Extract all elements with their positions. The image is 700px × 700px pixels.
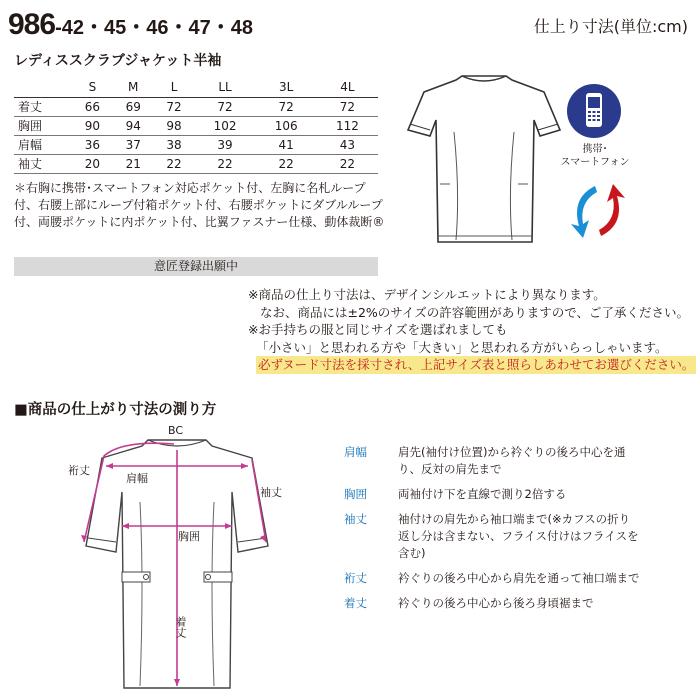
definition-term: 肩幅 — [344, 445, 367, 459]
table-cell: 22 — [256, 154, 317, 173]
row-label: 着丈 — [14, 97, 72, 116]
measurement-diagram — [62, 422, 292, 692]
table-cell: 94 — [113, 116, 154, 135]
table-cell: 39 — [194, 135, 255, 154]
col-header: 4L — [317, 78, 378, 97]
col-header: 3L — [256, 78, 317, 97]
label-kyoui: 胸囲 — [178, 530, 200, 543]
col-header: M — [113, 78, 154, 97]
definition-row — [340, 595, 640, 612]
model-main: 986 — [8, 8, 56, 41]
disclaimer-line: なお、商品には±2%のサイズの許容範囲がありますので、ご了承ください。 — [260, 304, 690, 320]
size-table — [14, 78, 378, 174]
table-cell: 106 — [256, 116, 317, 135]
definition-term: 着丈 — [344, 596, 367, 610]
table-cell: 22 — [154, 154, 195, 173]
table-cell: 90 — [72, 116, 113, 135]
col-header — [14, 78, 72, 97]
label-bc: BC — [168, 424, 184, 437]
table-row — [14, 116, 378, 135]
table-row — [14, 97, 378, 116]
product-name: レディススクラブジャケット半袖 — [14, 53, 222, 69]
table-cell: 72 — [194, 97, 255, 116]
disclaimer-line: 「小さい」と思われる方や「大きい」と思われる方がいらっしゃいます。 — [256, 339, 668, 355]
mobile-phone-icon — [567, 84, 621, 138]
table-cell: 38 — [154, 135, 195, 154]
measurement-definitions — [340, 444, 640, 620]
col-header: S — [72, 78, 113, 97]
section-title: ■商品の仕上がり寸法の測り方 — [14, 402, 217, 418]
table-cell: 66 — [72, 97, 113, 116]
stretch-arrows-icon — [565, 178, 631, 244]
col-header: L — [154, 78, 195, 97]
model-variants: -42・45・46・47・48 — [55, 17, 253, 39]
model-number — [8, 8, 253, 42]
table-cell: 22 — [317, 154, 378, 173]
table-cell: 41 — [256, 135, 317, 154]
table-row — [14, 135, 378, 154]
label-yuki: 裄丈 — [68, 464, 90, 477]
label-sodetake: 袖丈 — [260, 486, 282, 499]
table-cell: 37 — [113, 135, 154, 154]
definition-row — [340, 444, 640, 478]
disclaimer-line: ※お手持ちの服と同じサイズを選ばれましても — [248, 322, 508, 337]
definition-text: 両袖付け下を直線で測り2倍する — [398, 487, 567, 501]
row-label: 胸囲 — [14, 116, 72, 135]
disclaimer-line — [248, 356, 698, 374]
disclaimer-line: ※商品の仕上り寸法は、デザインシルエットにより異なります。 — [248, 287, 606, 302]
table-cell: 21 — [113, 154, 154, 173]
definition-term: 胸囲 — [344, 487, 367, 501]
definition-row — [340, 570, 640, 587]
jacket-back-illustration — [404, 72, 564, 246]
table-cell: 69 — [113, 97, 154, 116]
disclaimer-highlight: 必ずヌード寸法を採寸され、上記サイズ表と照らしあわせてお選びください。 — [258, 357, 695, 372]
table-cell: 43 — [317, 135, 378, 154]
col-header: LL — [194, 78, 255, 97]
row-label: 袖丈 — [14, 154, 72, 173]
unit-note: 仕上り寸法(単位:cm) — [533, 17, 688, 36]
features-note: ＊右胸に携帯･スマートフォン対応ポケット付、左胸に名札ループ付、右腰上部にループ付箱ポケット付、右腰ポケットにダブルループ付、両腰ポケットに内ポケット付、比翼ファスナー仕様、動体裁断® — [14, 181, 385, 229]
definition-term: 袖丈 — [344, 512, 367, 526]
table-cell: 22 — [194, 154, 255, 173]
table-cell: 98 — [154, 116, 195, 135]
definition-term: 裄丈 — [344, 571, 367, 585]
table-cell: 112 — [317, 116, 378, 135]
definition-text: 肩先(袖付け位置)から衿ぐりの後ろ中心を通り、反対の肩先まで — [398, 445, 626, 476]
table-row — [14, 154, 378, 173]
definition-text: 衿ぐりの後ろ中心から後ろ身頃裾まで — [398, 596, 594, 610]
table-cell: 36 — [72, 135, 113, 154]
label-kitake: 着丈 — [174, 616, 187, 638]
size-table-header — [14, 78, 378, 97]
table-cell: 20 — [72, 154, 113, 173]
table-cell: 102 — [194, 116, 255, 135]
definition-text: 衿ぐりの後ろ中心から肩先を通って袖口端まで — [398, 571, 640, 585]
definition-row — [340, 486, 640, 503]
label-katahaba: 肩幅 — [126, 472, 148, 485]
definition-row — [340, 511, 640, 562]
definition-text: 袖付けの肩先から袖口端まで(※カフスの折り返し分は含まない、フライス付けはフライスを含む) — [398, 512, 639, 560]
size-disclaimer — [248, 286, 698, 374]
table-cell: 72 — [256, 97, 317, 116]
table-cell: 72 — [317, 97, 378, 116]
phone-label: 携帯･ スマートフォン — [560, 144, 630, 168]
registration-banner: 意匠登録出願中 — [14, 257, 378, 276]
table-cell: 72 — [154, 97, 195, 116]
row-label: 肩幅 — [14, 135, 72, 154]
